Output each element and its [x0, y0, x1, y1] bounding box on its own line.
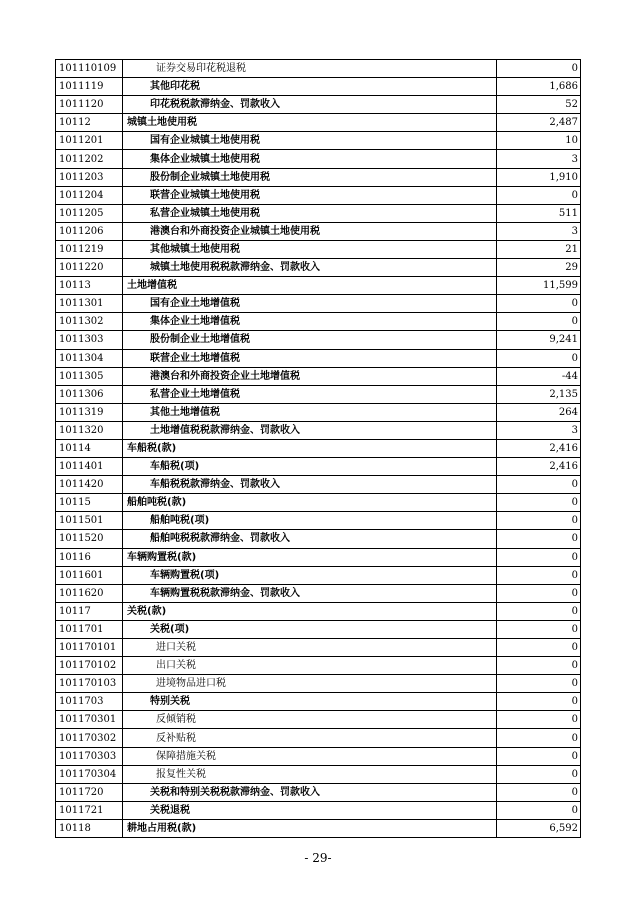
row-code: 10118	[56, 819, 123, 837]
row-code: 1011205	[56, 204, 123, 222]
table-row	[56, 349, 581, 367]
table-row	[56, 331, 581, 349]
row-amount: 0	[497, 584, 581, 602]
table-row	[56, 421, 581, 439]
table-row	[56, 168, 581, 186]
table-row	[56, 530, 581, 548]
row-code: 101110109	[56, 60, 123, 78]
table-row	[56, 711, 581, 729]
table-row	[56, 602, 581, 620]
row-amount: 0	[497, 620, 581, 638]
table-row	[56, 385, 581, 403]
row-amount: 0	[497, 494, 581, 512]
row-amount: 0	[497, 295, 581, 313]
row-amount: 0	[497, 512, 581, 530]
row-item-name: 土地增值税税款滞纳金、罚款收入	[123, 421, 497, 439]
row-amount: 2,487	[497, 114, 581, 132]
row-item-name: 进口关税	[123, 639, 497, 657]
table-row	[56, 639, 581, 657]
row-code: 1011304	[56, 349, 123, 367]
table-row	[56, 675, 581, 693]
row-code: 101170302	[56, 729, 123, 747]
table-row	[56, 458, 581, 476]
table-row	[56, 78, 581, 96]
row-item-name: 保障措施关税	[123, 747, 497, 765]
row-amount: 0	[497, 711, 581, 729]
row-item-name: 印花税税款滞纳金、罚款收入	[123, 96, 497, 114]
table-body	[56, 60, 581, 838]
table-row	[56, 657, 581, 675]
table-row	[56, 114, 581, 132]
row-code: 101170303	[56, 747, 123, 765]
table-row	[56, 693, 581, 711]
row-code: 101170102	[56, 657, 123, 675]
row-code: 10117	[56, 602, 123, 620]
row-amount: 0	[497, 693, 581, 711]
row-amount: 0	[497, 747, 581, 765]
table-row	[56, 584, 581, 602]
row-item-name: 出口关税	[123, 657, 497, 675]
table-row	[56, 729, 581, 747]
row-item-name: 船舶吨税税款滞纳金、罚款收入	[123, 530, 497, 548]
row-amount: 11,599	[497, 277, 581, 295]
row-item-name: 船舶吨税(项)	[123, 512, 497, 530]
row-code: 1011203	[56, 168, 123, 186]
row-amount: 0	[497, 530, 581, 548]
row-code: 1011701	[56, 620, 123, 638]
row-item-name: 私营企业土地增值税	[123, 385, 497, 403]
table-row	[56, 403, 581, 421]
row-item-name: 耕地占用税(款)	[123, 819, 497, 837]
row-code: 1011703	[56, 693, 123, 711]
row-item-name: 车辆购置税(项)	[123, 566, 497, 584]
row-code: 1011302	[56, 313, 123, 331]
row-amount: 3	[497, 421, 581, 439]
row-code: 101170103	[56, 675, 123, 693]
row-item-name: 证券交易印花税退税	[123, 60, 497, 78]
row-amount: 3	[497, 222, 581, 240]
tax-revenue-table	[55, 59, 581, 838]
table-row	[56, 548, 581, 566]
row-code: 101170301	[56, 711, 123, 729]
table-row	[56, 132, 581, 150]
row-item-name: 国有企业城镇土地使用税	[123, 132, 497, 150]
row-item-name: 车船税税款滞纳金、罚款收入	[123, 476, 497, 494]
row-code: 1011501	[56, 512, 123, 530]
row-item-name: 特别关税	[123, 693, 497, 711]
budget-table-container	[55, 59, 581, 838]
row-code: 1011206	[56, 222, 123, 240]
row-amount: 0	[497, 675, 581, 693]
row-item-name: 其他印花税	[123, 78, 497, 96]
row-amount: 0	[497, 765, 581, 783]
row-item-name: 关税(款)	[123, 602, 497, 620]
row-code: 1011520	[56, 530, 123, 548]
row-item-name: 车辆购置税(款)	[123, 548, 497, 566]
page-number: - 29-	[304, 851, 332, 865]
row-amount: 0	[497, 729, 581, 747]
row-code: 10112	[56, 114, 123, 132]
row-code: 1011119	[56, 78, 123, 96]
row-code: 1011202	[56, 150, 123, 168]
table-row	[56, 367, 581, 385]
table-row	[56, 150, 581, 168]
row-item-name: 进境物品进口税	[123, 675, 497, 693]
table-row	[56, 259, 581, 277]
row-amount: 0	[497, 186, 581, 204]
row-code: 10113	[56, 277, 123, 295]
row-amount: 2,135	[497, 385, 581, 403]
row-code: 10116	[56, 548, 123, 566]
row-item-name: 股份制企业土地增值税	[123, 331, 497, 349]
row-amount: 10	[497, 132, 581, 150]
row-amount: 264	[497, 403, 581, 421]
row-item-name: 船舶吨税(款)	[123, 494, 497, 512]
row-amount: 0	[497, 657, 581, 675]
row-amount: 21	[497, 240, 581, 258]
row-item-name: 股份制企业城镇土地使用税	[123, 168, 497, 186]
row-amount: 0	[497, 783, 581, 801]
row-item-name: 其他城镇土地使用税	[123, 240, 497, 258]
row-item-name: 联营企业土地增值税	[123, 349, 497, 367]
row-code: 1011320	[56, 421, 123, 439]
table-row	[56, 277, 581, 295]
row-code: 1011306	[56, 385, 123, 403]
row-item-name: 关税和特别关税税款滞纳金、罚款收入	[123, 783, 497, 801]
row-item-name: 反补贴税	[123, 729, 497, 747]
row-code: 101170304	[56, 765, 123, 783]
row-code: 1011303	[56, 331, 123, 349]
row-amount: -44	[497, 367, 581, 385]
row-amount: 0	[497, 602, 581, 620]
row-amount: 0	[497, 349, 581, 367]
table-row	[56, 747, 581, 765]
row-item-name: 其他土地增值税	[123, 403, 497, 421]
row-amount: 0	[497, 476, 581, 494]
row-amount: 0	[497, 313, 581, 331]
row-code: 1011301	[56, 295, 123, 313]
row-code: 1011120	[56, 96, 123, 114]
row-code: 1011420	[56, 476, 123, 494]
row-amount: 2,416	[497, 439, 581, 457]
table-row	[56, 60, 581, 78]
row-amount: 3	[497, 150, 581, 168]
table-row	[56, 222, 581, 240]
row-item-name: 关税(项)	[123, 620, 497, 638]
row-code: 1011305	[56, 367, 123, 385]
row-amount: 511	[497, 204, 581, 222]
row-amount: 0	[497, 566, 581, 584]
table-row	[56, 765, 581, 783]
table-row	[56, 186, 581, 204]
table-row	[56, 476, 581, 494]
row-item-name: 城镇土地使用税	[123, 114, 497, 132]
row-item-name: 联营企业城镇土地使用税	[123, 186, 497, 204]
row-amount: 29	[497, 259, 581, 277]
table-row	[56, 240, 581, 258]
row-code: 10114	[56, 439, 123, 457]
table-row	[56, 439, 581, 457]
table-row	[56, 204, 581, 222]
row-item-name: 港澳台和外商投资企业土地增值税	[123, 367, 497, 385]
row-code: 1011620	[56, 584, 123, 602]
row-item-name: 土地增值税	[123, 277, 497, 295]
row-code: 10115	[56, 494, 123, 512]
row-amount: 1,910	[497, 168, 581, 186]
row-item-name: 集体企业土地增值税	[123, 313, 497, 331]
table-row	[56, 512, 581, 530]
table-row	[56, 295, 581, 313]
row-code: 1011721	[56, 801, 123, 819]
row-item-name: 车船税(款)	[123, 439, 497, 457]
table-row	[56, 819, 581, 837]
table-row	[56, 801, 581, 819]
table-row	[56, 313, 581, 331]
table-row	[56, 494, 581, 512]
row-item-name: 报复性关税	[123, 765, 497, 783]
row-code: 1011601	[56, 566, 123, 584]
row-item-name: 车船税(项)	[123, 458, 497, 476]
row-amount: 9,241	[497, 331, 581, 349]
row-item-name: 私营企业城镇土地使用税	[123, 204, 497, 222]
row-item-name: 车辆购置税税款滞纳金、罚款收入	[123, 584, 497, 602]
table-row	[56, 566, 581, 584]
row-amount: 0	[497, 639, 581, 657]
row-amount: 52	[497, 96, 581, 114]
row-amount: 0	[497, 801, 581, 819]
row-item-name: 国有企业土地增值税	[123, 295, 497, 313]
row-code: 1011319	[56, 403, 123, 421]
row-code: 1011219	[56, 240, 123, 258]
row-code: 1011401	[56, 458, 123, 476]
row-item-name: 关税退税	[123, 801, 497, 819]
table-row	[56, 620, 581, 638]
row-amount: 0	[497, 548, 581, 566]
row-amount: 6,592	[497, 819, 581, 837]
row-item-name: 港澳台和外商投资企业城镇土地使用税	[123, 222, 497, 240]
row-item-name: 集体企业城镇土地使用税	[123, 150, 497, 168]
row-item-name: 城镇土地使用税税款滞纳金、罚款收入	[123, 259, 497, 277]
row-amount: 2,416	[497, 458, 581, 476]
table-row	[56, 96, 581, 114]
row-item-name: 反倾销税	[123, 711, 497, 729]
row-code: 1011201	[56, 132, 123, 150]
row-code: 1011220	[56, 259, 123, 277]
row-amount: 1,686	[497, 78, 581, 96]
row-code: 1011204	[56, 186, 123, 204]
row-amount: 0	[497, 60, 581, 78]
row-code: 1011720	[56, 783, 123, 801]
row-code: 101170101	[56, 639, 123, 657]
table-row	[56, 783, 581, 801]
